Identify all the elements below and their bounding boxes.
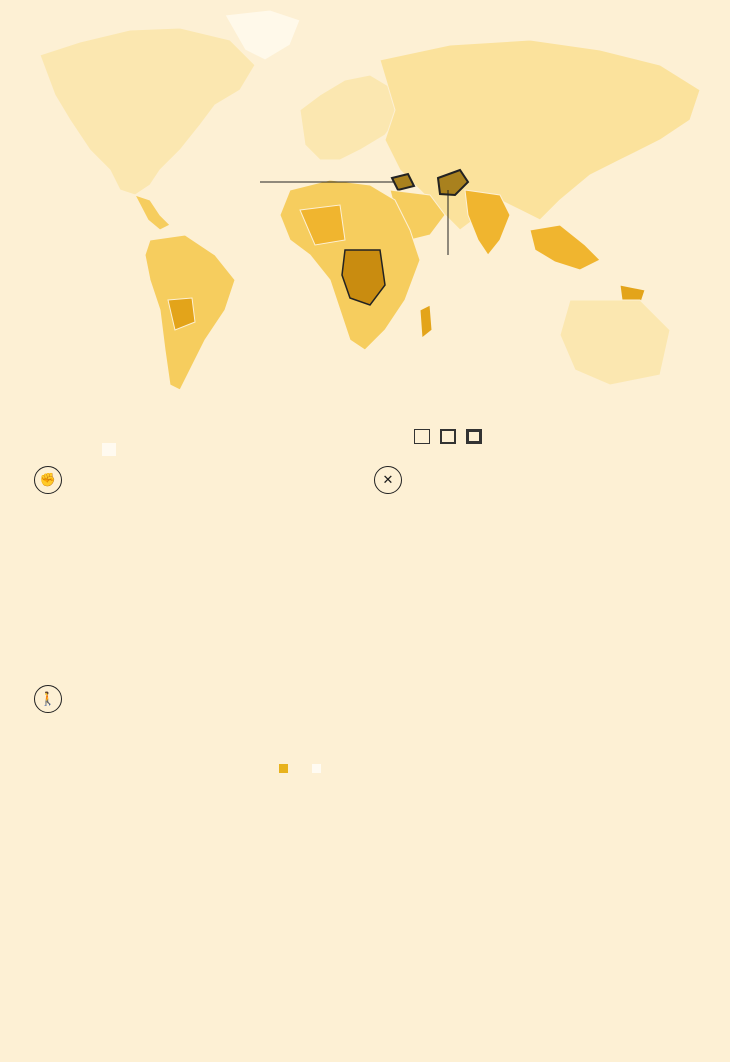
walking-person-icon: 🚶 [34, 685, 62, 713]
madagascar-shape [420, 305, 432, 338]
world-map [0, 0, 730, 395]
deaths-swatch-mid [440, 429, 456, 444]
deaths-legend [414, 429, 482, 444]
deaths-swatch-low [414, 429, 430, 444]
share-legend [70, 443, 124, 456]
safety-bar-chart [0, 770, 730, 1020]
southeast-asia-shape [530, 225, 600, 270]
north-america-shape [40, 28, 255, 195]
deaths-swatch-high [466, 429, 482, 444]
europe-shape [300, 75, 400, 160]
australia-shape [560, 300, 670, 385]
footer [70, 1031, 76, 1043]
crossed-weapons-icon: ✕ [374, 466, 402, 494]
no-data-swatch [102, 443, 116, 456]
central-america-shape [135, 195, 170, 230]
fist-icon: ✊ [34, 466, 62, 494]
